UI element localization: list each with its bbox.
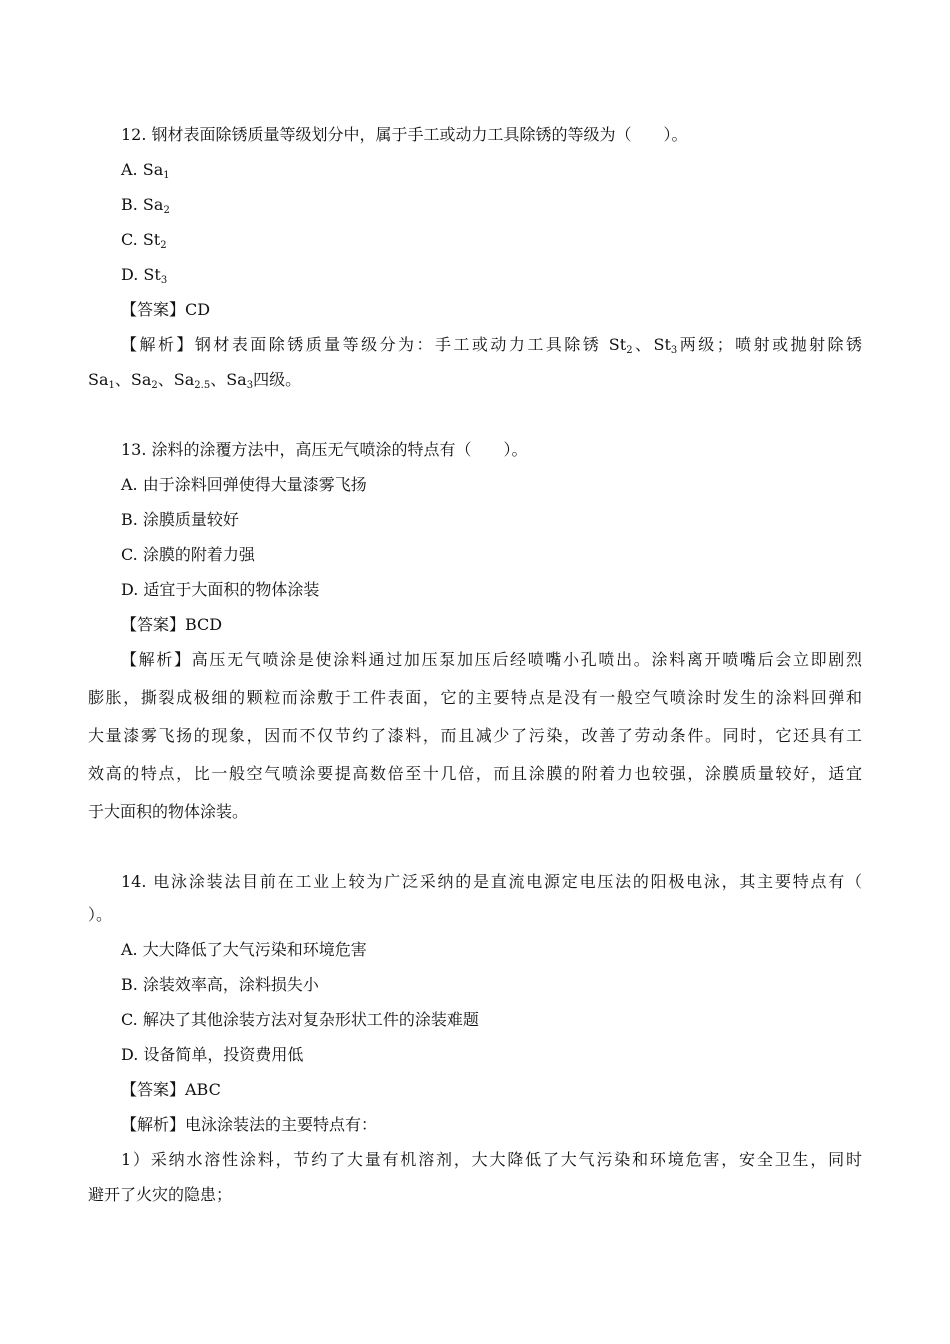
q14-analysis-head: 【解析】电泳涂装法的主要特点有： [121,1115,378,1134]
q12-analysis-line-1: 【解析】钢材表面除锈质量等级分为：手工或动力工具除锈 $St_2$、$St_3$两级；喷射或抛射除锈 [121,335,862,356]
q12-stem: 12. 钢材表面除锈质量等级划分中，属于手工或动力工具除锈的等级为（ ）。 [121,125,688,144]
q14-point-1-line-2: 避开了火灾的隐患； [88,1185,233,1204]
q13-stem: 13. 涂料的涂覆方法中，高压无气喷涂的特点有（ ）。 [121,440,528,459]
q13-option-a: A. 由于涂料回弹使得大量漆雾飞扬 [121,475,367,494]
q13-option-c: C. 涂膜的附着力强 [121,545,255,564]
q12-option-d: D. $St_3$ [121,265,168,286]
q13-answer: 【答案】BCD [121,615,223,634]
q14-option-c: C. 解决了其他涂装方法对复杂形状工件的涂装难题 [121,1010,479,1029]
q14-option-d: D. 设备简单，投资费用低 [121,1045,304,1064]
q13-analysis-line-1: 【解析】高压无气喷涂是使涂料通过加压泵加压后经喷嘴小孔喷出。涂料离开喷嘴后会立即剧烈 [121,650,862,669]
q12-analysis-line-2: $Sa_1$、$Sa_2$、$Sa_{2.5}$、$Sa_3$四级。 [88,370,302,391]
q14-stem-line-2: ）。 [88,905,113,924]
q14-option-b: B. 涂装效率高，涂料损失小 [121,975,319,994]
q13-option-d: D. 适宜于大面积的物体涂装 [121,580,320,599]
q14-option-a: A. 大大降低了大气污染和环境危害 [121,940,367,959]
q12-option-a: A. $Sa_1$ [121,160,170,181]
q14-point-1-line-1: 1）采纳水溶性涂料，节约了大量有机溶剂，大大降低了大气污染和环境危害，安全卫生，同时 [121,1150,862,1169]
q12-option-b: B. $Sa_2$ [121,195,170,216]
q13-analysis-line-4: 效高的特点，比一般空气喷涂要提高数倍至十几倍，而且涂膜的附着力也较强，涂膜质量较好，适宜 [88,764,862,783]
q12-answer: 【答案】CD [121,300,211,319]
q13-analysis-line-2: 膨胀，撕裂成极细的颗粒而涂敷于工件表面，它的主要特点是没有一般空气喷涂时发生的涂料回弹和 [88,688,862,707]
q13-analysis-line-5: 于大面积的物体涂装。 [88,802,249,821]
q14-answer: 【答案】ABC [121,1080,221,1099]
q13-option-b: B. 涂膜质量较好 [121,510,239,529]
q13-analysis-line-3: 大量漆雾飞扬的现象，因而不仅节约了漆料，而且减少了污染，改善了劳动条件。同时，它还具有工 [88,726,862,745]
q12-option-c: C. $St_2$ [121,230,167,251]
q14-stem-line-1: 14. 电泳涂装法目前在工业上较为广泛采纳的是直流电源定电压法的阳极电泳，其主要特点有（ [121,872,862,891]
